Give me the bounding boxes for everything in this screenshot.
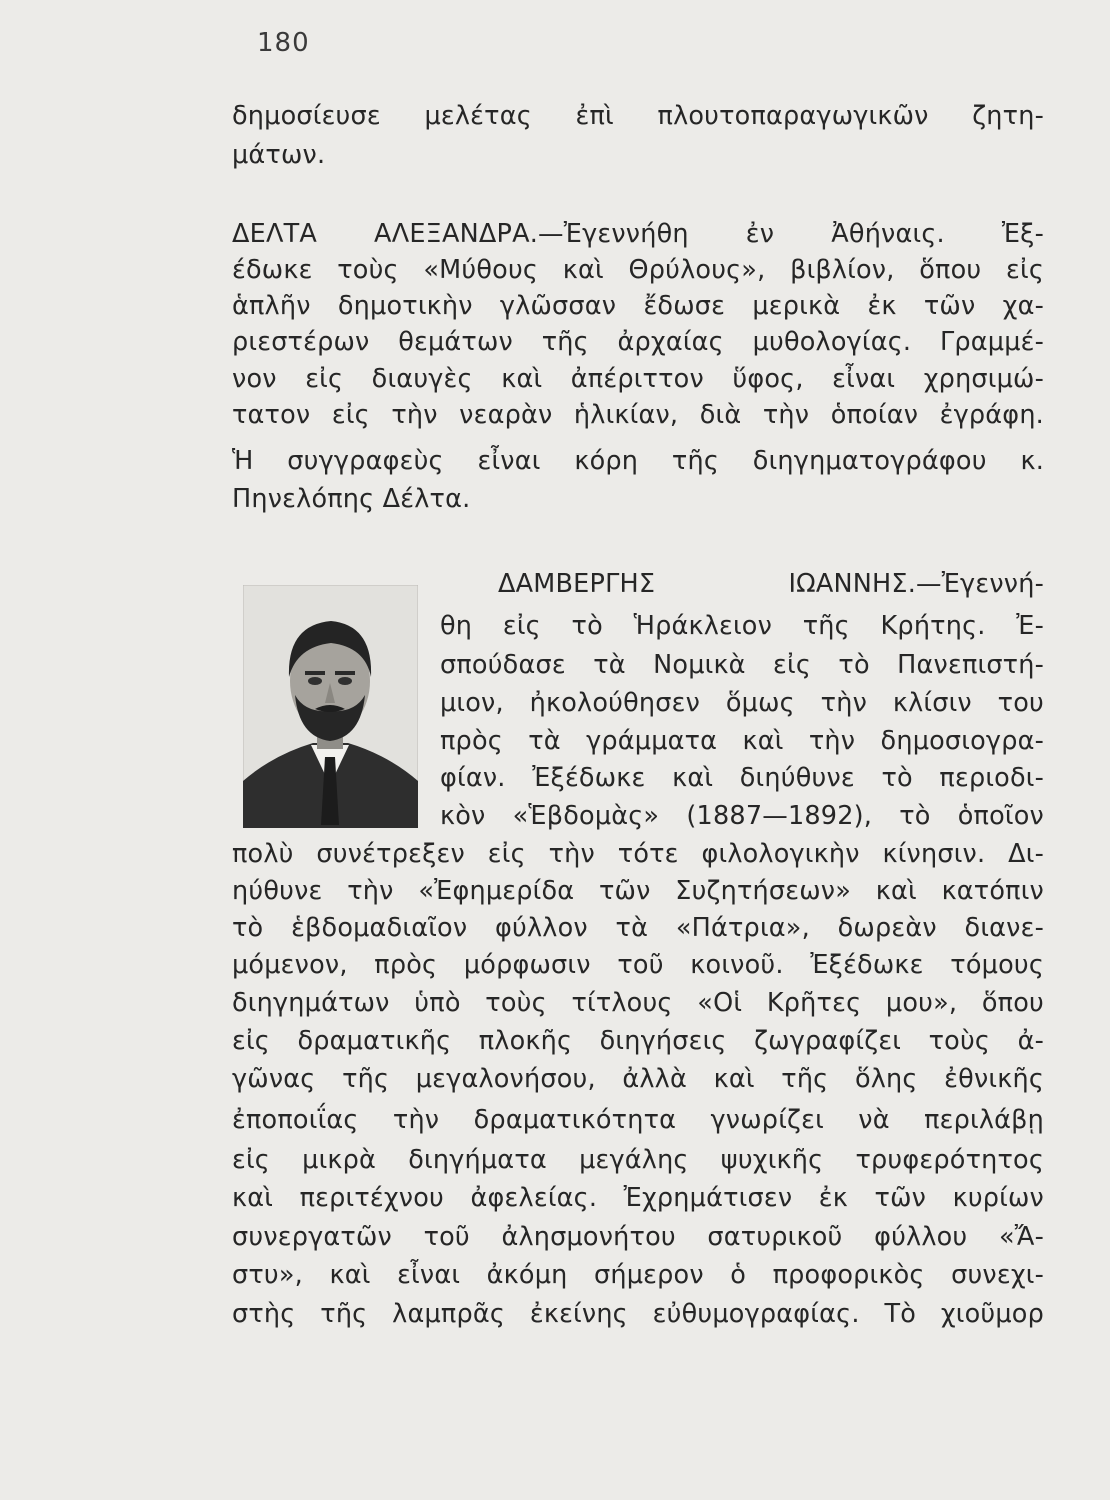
text-line: τατον εἰς τὴν νεαρὰν ἡλικίαν, διὰ τὴν ὁποίαν ἐγράφη. — [232, 400, 1044, 430]
text-line: φίαν. Ἐξέδωκε καὶ διηύθυνε τὸ περιοδι- — [440, 763, 1044, 793]
text-line: γῶνας τῆς μεγαλονήσου, ἀλλὰ καὶ τῆς ὅλης ἐθνικῆς — [232, 1064, 1044, 1094]
portrait-image — [243, 585, 418, 828]
text-line: δημοσίευσε μελέτας ἐπὶ πλουτοπαραγωγικῶν ζητη- — [232, 101, 1044, 131]
text-line: τὸ ἑβδομαδιαῖον φύλλον τὰ «Πάτρια», δωρεὰν διανε- — [232, 913, 1044, 943]
text-line: ηύθυνε τὴν «Ἐφημερίδα τῶν Συζητήσεων» καὶ κατόπιν — [232, 876, 1044, 906]
text-line: εἰς μικρὰ διηγήματα μεγάλης ψυχικῆς τρυφερότητος — [232, 1145, 1044, 1175]
text-line: διηγημάτων ὑπὸ τοὺς τίτλους «Οἱ Κρῆτες μου», ὅπου — [232, 988, 1044, 1018]
text-line: πρὸς τὰ γράμματα καὶ τὴν δημοσιογρα- — [440, 726, 1044, 756]
text-line: στὴς τῆς λαμπρᾶς ἐκείνης εὐθυμογραφίας. Τὸ χιοῦμορ — [232, 1299, 1044, 1329]
text-line: εἰς δραματικῆς πλοκῆς διηγήσεις ζωγραφίζει τοὺς ἀ- — [232, 1026, 1044, 1056]
text-line: έδωκε τοὺς «Μύθους καὶ Θρύλους», βιβλίον, ὅπου εἰς — [232, 255, 1044, 285]
text-line: καὶ περιτέχνου ἀφελείας. Ἐχρημάτισεν ἐκ τῶν κυρίων — [232, 1183, 1044, 1213]
text-line: ριεστέρων θεμάτων τῆς ἀρχαίας μυθολογίας. Γραμμέ- — [232, 327, 1044, 357]
text-line: μιον, ἠκολούθησεν ὅμως τὴν κλίσιν του — [440, 688, 1044, 718]
text-line: ἁπλῆν δημοτικὴν γλῶσσαν ἔδωσε μερικὰ ἐκ τῶν χα- — [232, 291, 1044, 321]
entry-heading-line: ΔΕΛΤΑ ΑΛΕΞΑΝΔΡΑ.—Ἐγεννήθη ἐν Ἀθήναις. Ἐξ- — [232, 219, 1044, 249]
page-number: 180 — [257, 28, 310, 58]
portrait-photo-icon — [243, 585, 418, 828]
text-line: κὸν «Ἑβδομὰς» (1887—1892), τὸ ὁποῖον — [440, 801, 1044, 831]
text-line: μάτων. — [232, 140, 326, 170]
entry-heading-line: ΔΑΜΒΕΡΓΗΣ ΙΩΑΝΝΗΣ.—Ἐγεννή- — [498, 569, 1044, 599]
text-line: ἐποποιΐας τὴν δραματικότητα γνωρίζει νὰ περιλάβῃ — [232, 1105, 1044, 1135]
text-line: θη εἰς τὸ Ἡράκλειον τῆς Κρήτης. Ἐ- — [440, 611, 1044, 641]
text-line: μόμενον, πρὸς μόρφωσιν τοῦ κοινοῦ. Ἐξέδωκε τόμους — [232, 950, 1044, 980]
text-line: νον εἰς διαυγὲς καὶ ἀπέριττον ὕφος, εἶναι χρησιμώ- — [232, 364, 1044, 394]
text-line: Ἡ συγγραφεὺς εἶναι κόρη τῆς διηγηματογράφου κ. — [232, 446, 1044, 476]
text-line: στυ», καὶ εἶναι ἀκόμη σήμερον ὁ προφορικὸς συνεχι- — [232, 1260, 1044, 1290]
text-line: Πηνελόπης Δέλτα. — [232, 484, 471, 514]
text-line: συνεργατῶν τοῦ ἀλησμονήτου σατυρικοῦ φύλλου «Ἄ- — [232, 1222, 1044, 1252]
text-line: πολὺ συνέτρεξεν εἰς τὴν τότε φιλολογικὴν κίνησιν. Δι- — [232, 839, 1044, 869]
text-line: σπούδασε τὰ Νομικὰ εἰς τὸ Πανεπιστή- — [440, 650, 1044, 680]
